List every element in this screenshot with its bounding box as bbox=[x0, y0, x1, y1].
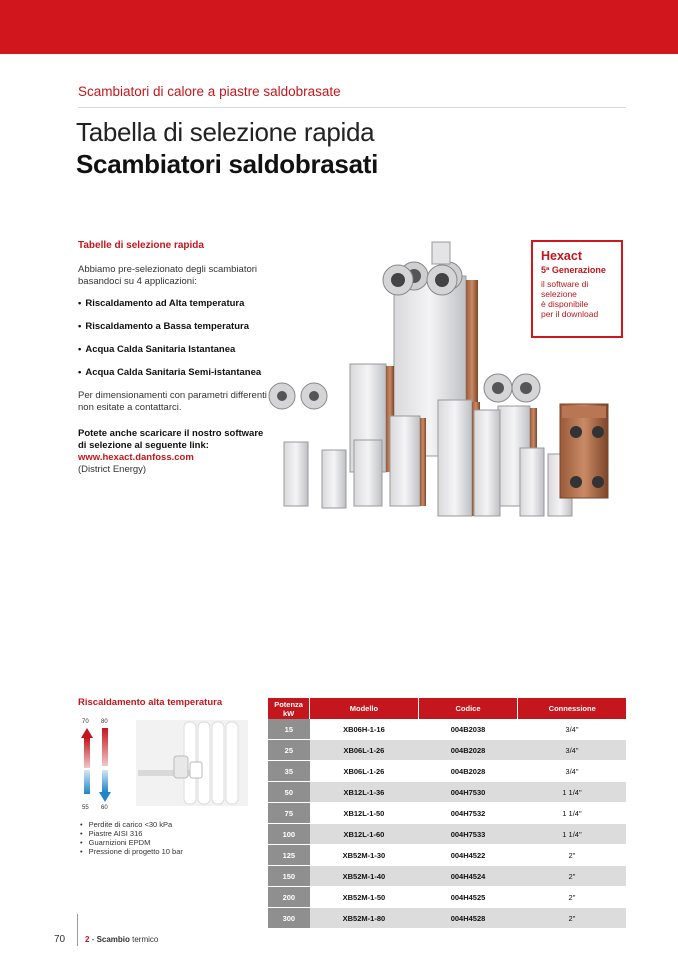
heat-exchangers-photo bbox=[262, 236, 628, 526]
cell-model: XB52M-1-40 bbox=[310, 866, 418, 887]
page-number: 70 bbox=[54, 934, 66, 945]
chapter-name-bold: Scambio bbox=[96, 935, 130, 944]
contact-note: Per dimensionamenti con parametri differenti non esitate a contattarci. bbox=[78, 390, 267, 413]
hexact-generation: 5ª Generazione bbox=[541, 265, 606, 275]
list-item: • Piastre AISI 316 bbox=[80, 829, 183, 838]
header-model: Modello bbox=[310, 698, 418, 719]
header-code: Codice bbox=[418, 698, 518, 719]
cell-model: XB12L-1-50 bbox=[310, 803, 418, 824]
header-power-line1: Potenza bbox=[274, 699, 303, 709]
header-divider bbox=[78, 107, 626, 108]
features-list bbox=[80, 820, 183, 856]
cell-code: 004B2038 bbox=[418, 719, 518, 740]
table-row bbox=[268, 803, 626, 824]
cell-model: XB52M-1-30 bbox=[310, 845, 418, 866]
list-item: • Perdite di carico <30 kPa bbox=[80, 820, 183, 829]
cell-connection: 2" bbox=[518, 887, 626, 908]
table-row bbox=[268, 866, 626, 887]
cell-code: 004H4522 bbox=[418, 845, 518, 866]
cell-kw: 100 bbox=[268, 824, 310, 845]
table-row bbox=[268, 908, 626, 929]
list-item: • Riscaldamento ad Alta temperatura bbox=[78, 298, 268, 310]
cell-kw: 25 bbox=[268, 740, 310, 761]
table-row bbox=[268, 782, 626, 803]
cell-code: 004H7533 bbox=[418, 824, 518, 845]
list-item: • Pressione di progetto 10 bar bbox=[80, 847, 183, 856]
list-item: • Acqua Calda Sanitaria Semi-istantanea bbox=[78, 367, 268, 379]
cell-connection: 2" bbox=[518, 866, 626, 887]
hexact-line: selezione bbox=[541, 289, 577, 299]
down-arrow-icon bbox=[99, 792, 111, 802]
cell-kw: 15 bbox=[268, 719, 310, 740]
hexact-link[interactable]: www.hexact.danfoss.com bbox=[78, 452, 194, 463]
temp-in-right: 80 bbox=[101, 719, 108, 725]
link-note: (District Energy) bbox=[78, 464, 147, 475]
chapter-name-rest: termico bbox=[129, 935, 159, 944]
footer-divider bbox=[77, 914, 78, 946]
table-row bbox=[268, 824, 626, 845]
cell-code: 004H7532 bbox=[418, 803, 518, 824]
hexact-line: è disponibile bbox=[541, 299, 589, 309]
cell-code: 004H4525 bbox=[418, 887, 518, 908]
download-block bbox=[78, 428, 268, 476]
cell-connection: 1 1/4" bbox=[518, 803, 626, 824]
table-header-row bbox=[268, 698, 626, 719]
hexact-title: Hexact bbox=[541, 249, 582, 263]
list-item: • Guarnizioni EPDM bbox=[80, 838, 183, 847]
chapter-number: 2 bbox=[85, 935, 90, 944]
cell-connection: 1 1/4" bbox=[518, 824, 626, 845]
cell-connection: 1 1/4" bbox=[518, 782, 626, 803]
header-power-line2: kW bbox=[282, 708, 295, 718]
applications-list bbox=[78, 298, 268, 379]
chapter-separator: - bbox=[89, 935, 97, 944]
temperature-diagram bbox=[78, 712, 258, 812]
cell-kw: 200 bbox=[268, 887, 310, 908]
cell-code: 004H4528 bbox=[418, 908, 518, 929]
download-text: Potete anche scaricare il nostro software di selezione al seguente link: bbox=[78, 428, 264, 451]
cell-connection: 2" bbox=[518, 908, 626, 929]
top-red-band bbox=[0, 0, 678, 54]
cell-connection: 3/4" bbox=[518, 740, 626, 761]
cell-kw: 75 bbox=[268, 803, 310, 824]
cell-model: XB52M-1-80 bbox=[310, 908, 418, 929]
cell-kw: 125 bbox=[268, 845, 310, 866]
list-item: • Acqua Calda Sanitaria Istantanea bbox=[78, 344, 268, 356]
cell-code: 004B2028 bbox=[418, 761, 518, 782]
page-title-light: Tabella di selezione rapida bbox=[76, 117, 375, 147]
footer-chapter bbox=[85, 935, 158, 944]
temp-out-right: 60 bbox=[101, 805, 108, 811]
temp-in-left: 70 bbox=[82, 719, 89, 725]
up-arrow-icon bbox=[81, 728, 93, 738]
hexact-line: il software di bbox=[541, 279, 589, 289]
table-row bbox=[268, 761, 626, 782]
cell-connection: 2" bbox=[518, 845, 626, 866]
cell-model: XB52M-1-50 bbox=[310, 887, 418, 908]
selection-table bbox=[268, 698, 626, 929]
section-title: Scambiatori di calore a piastre saldobrasate bbox=[78, 84, 341, 99]
cell-code: 004H7530 bbox=[418, 782, 518, 803]
intro-heading: Tabelle di selezione rapida bbox=[78, 240, 204, 251]
intro-paragraph: Abbiamo pre-selezionato degli scambiatori basandoci su 4 applicazioni: bbox=[78, 264, 258, 287]
cell-model: XB06L-1-26 bbox=[310, 740, 418, 761]
cell-kw: 300 bbox=[268, 908, 310, 929]
cell-model: XB06H-1-16 bbox=[310, 719, 418, 740]
intro-block bbox=[78, 240, 268, 476]
header-connection: Connessione bbox=[518, 698, 626, 719]
table-row bbox=[268, 845, 626, 866]
table-row bbox=[268, 719, 626, 740]
cell-model: XB12L-1-60 bbox=[310, 824, 418, 845]
high-temp-title: Riscaldamento alta temperatura bbox=[78, 697, 223, 708]
header-power bbox=[268, 698, 310, 719]
table-row bbox=[268, 887, 626, 908]
temp-out-left: 55 bbox=[82, 805, 89, 811]
cell-connection: 3/4" bbox=[518, 761, 626, 782]
cell-code: 004H4524 bbox=[418, 866, 518, 887]
hexact-line: per il download bbox=[541, 309, 599, 319]
cell-connection: 3/4" bbox=[518, 719, 626, 740]
cell-model: XB12L-1-36 bbox=[310, 782, 418, 803]
cell-kw: 50 bbox=[268, 782, 310, 803]
table-row bbox=[268, 740, 626, 761]
cell-model: XB06L-1-26 bbox=[310, 761, 418, 782]
cell-kw: 35 bbox=[268, 761, 310, 782]
cell-code: 004B2028 bbox=[418, 740, 518, 761]
list-item: • Riscaldamento a Bassa temperatura bbox=[78, 321, 268, 333]
page-title-bold: Scambiatori saldobrasati bbox=[76, 149, 379, 179]
cell-kw: 150 bbox=[268, 866, 310, 887]
